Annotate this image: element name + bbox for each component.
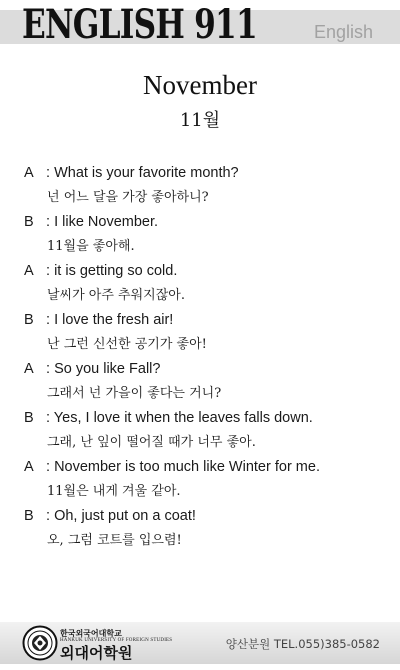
- dialogue-turn: [24, 507, 384, 556]
- branch-contact: 양산분원 TEL.055)385-0582: [225, 637, 380, 651]
- dialogue: [24, 164, 384, 556]
- korean-translation: 난 그런 신선한 공기가 좋아!: [47, 337, 207, 352]
- english-line: A : it is getting so cold.: [24, 263, 178, 279]
- dialogue-turn: [24, 262, 384, 311]
- speaker-label: B: [24, 214, 34, 230]
- english-text: I like November.: [54, 214, 159, 230]
- korean-translation: 넌 어느 달을 가장 좋아하니?: [47, 190, 209, 205]
- korean-translation: 그래서 넌 가을이 좋다는 거니?: [47, 386, 222, 401]
- english-text: What is your favorite month?: [54, 165, 239, 181]
- english-line: A : November is too much like Winter for me.: [24, 459, 320, 475]
- dialogue-turn: [24, 311, 384, 360]
- school-name: 한국외국어대학교: [60, 629, 122, 638]
- academy-name: 외대어학원: [60, 644, 133, 662]
- korean-translation: 11월을 좋아해.: [47, 239, 135, 254]
- english-line: B : Yes, I love it when the leaves falls down.: [24, 410, 313, 426]
- english-text: I love the fresh air!: [54, 312, 174, 328]
- lesson-subtitle: 11월: [179, 110, 221, 131]
- korean-translation: 오, 그럼 코트를 입으렴!: [47, 533, 182, 548]
- footer-bar: [0, 622, 400, 664]
- korean-translation: 날씨가 아주 추워지잖아.: [47, 288, 185, 303]
- english-text: Oh, just put on a coat!: [54, 508, 196, 524]
- dialogue-turn: [24, 409, 384, 458]
- dialogue-turn: [24, 164, 384, 213]
- english-text: November is too much like Winter for me.: [54, 459, 320, 475]
- english-text: it is getting so cold.: [54, 263, 178, 279]
- english-text: So you like Fall?: [54, 361, 161, 377]
- korean-translation: 11월은 내게 겨울 같아.: [47, 484, 181, 499]
- dialogue-turn: [24, 458, 384, 507]
- speaker-label: B: [24, 312, 34, 328]
- english-line: B : I like November.: [24, 214, 159, 230]
- language-label[interactable]: English: [313, 22, 373, 42]
- lesson-title: November: [143, 70, 257, 100]
- speaker-label: A: [24, 165, 34, 181]
- dialogue-turn: [24, 213, 384, 262]
- english-line: B : I love the fresh air!: [24, 312, 174, 328]
- english-line: A : So you like Fall?: [24, 361, 161, 377]
- speaker-label: A: [24, 361, 34, 377]
- english-line: A : What is your favorite month?: [24, 165, 239, 181]
- header-bar: [0, 0, 400, 48]
- brand-title: ENGLISH 911: [22, 1, 257, 48]
- english-line: B : Oh, just put on a coat!: [24, 508, 196, 524]
- speaker-label: B: [24, 410, 34, 426]
- dialogue-turn: [24, 360, 384, 409]
- speaker-label: B: [24, 508, 34, 524]
- school-name-english: HANKUK UNIVERSITY OF FOREIGN STUDIES: [60, 638, 173, 643]
- speaker-label: A: [24, 459, 34, 475]
- school-emblem-icon: [22, 625, 58, 661]
- korean-translation: 그래, 난 잎이 떨어질 때가 너무 좋아.: [47, 435, 256, 450]
- speaker-label: A: [24, 263, 34, 279]
- english-text: Yes, I love it when the leaves falls down.: [53, 410, 313, 426]
